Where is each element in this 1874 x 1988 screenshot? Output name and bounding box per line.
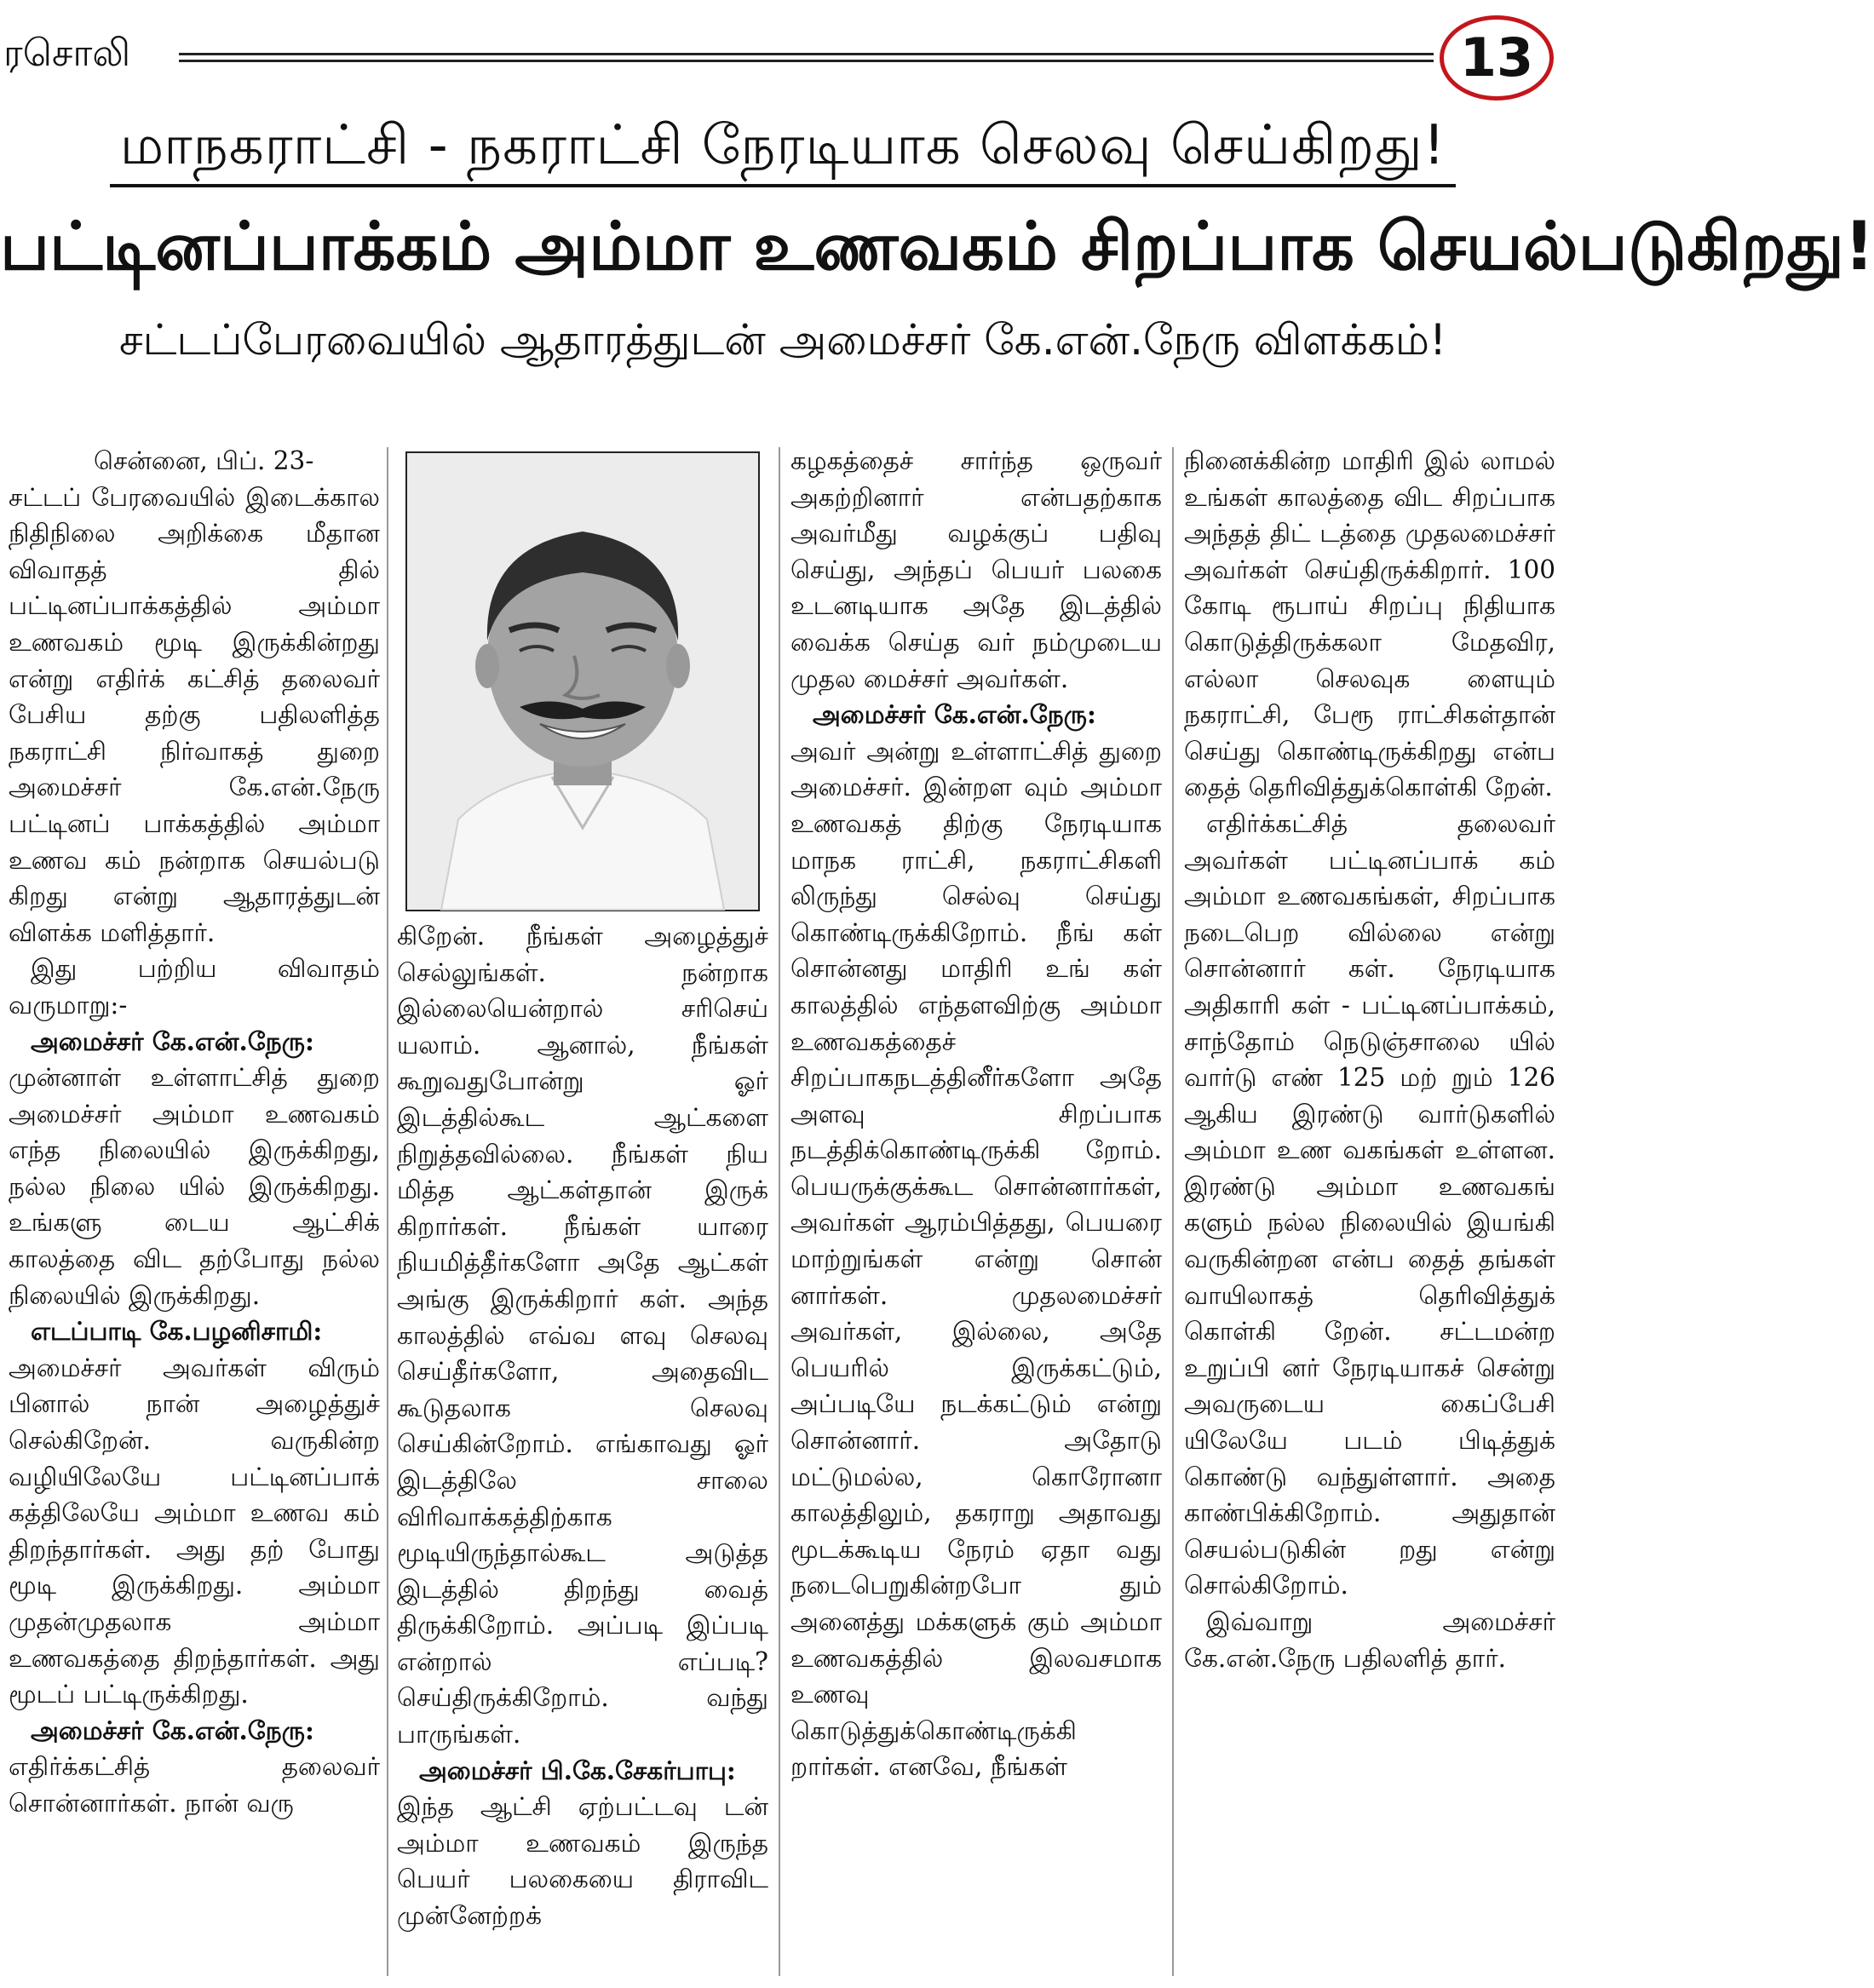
speaker-label: அமைச்சர் கே.என்.நேரு: [813, 699, 1096, 730]
dateline: சென்னை, பிப். 23- [94, 446, 314, 475]
masthead-rule [179, 53, 1434, 55]
column-divider [779, 447, 780, 1976]
speaker-label: அமைச்சர் பி.கே.சேகர்பாபு: [419, 1755, 736, 1785]
publication-name: ரசொலி [3, 32, 131, 75]
paragraph: இது பற்றிய விவாதம் வருமாறு:- [9, 954, 380, 1020]
minister-photo [405, 451, 760, 911]
paragraph: எதிர்க்கட்சித் தலைவர் அவர்கள் பட்டினப்பாக் கம் அம்மா உணவகங்கள், சிறப்பாக நடைபெற வில்லை என்று சொன்னார் கள். நேரடியாக அதிகாரி கள் - பட்டினப்பாக்கம், சாந்தோம் நெடுஞ்சாலை யில் வார்டு எண் 125 மற் றும் 126 ஆகிய இரண்டு வார்டுகளில் அம்மா உண வகங்கள் உள்ளன. இரண்டு அம்மா உணவகங் களும் நல்ல நிலையில் இயங்கி வருகின்றன என்ப தைத் தங்கள் வாயிலாகத் தெரிவித்துக் கொள்கி றேன். சட்டமன்ற உறுப்பி னர் நேரடியாகச் சென்று அவருடைய கைப்பேசி யிலேயே படம் பிடித்துக் கொண்டு வந்துள்ளார். அதை காண்பிக்கிறோம். அதுதான் செயல்படுகின் றது என்று சொல்கிறோம். [1184, 808, 1555, 1600]
article-column-4 [1184, 443, 1555, 1981]
speaker-label: அமைச்சர் கே.என்.நேரு: [31, 1715, 314, 1745]
column-divider [387, 447, 388, 1976]
column-divider [1172, 447, 1174, 1976]
speaker-label: எடப்பாடி கே.பழனிசாமி: [31, 1316, 323, 1347]
masthead [0, 9, 1566, 94]
portrait-illustration [407, 453, 758, 910]
paragraph: முன்னாள் உள்ளாட்சித் துறை அமைச்சர் அம்மா உணவகம் எந்த நிலையில் இருக்கிறது, நல்ல நிலை யில் இருக்கிறது. உங்களு டைய ஆட்சிக் காலத்தை விட தற்போது நல்ல நிலையில் இருக்கிறது. [9, 1063, 380, 1310]
page-number-badge: 13 [1440, 15, 1554, 101]
paragraph: எதிர்க்கட்சித் தலைவர் சொன்னார்கள். நான் வரு [9, 1752, 380, 1818]
paragraph: அமைச்சர் அவர்கள் விரும் பினால் நான் அழைத்துச் செல்கிறேன். வருகின்ற வழியிலேயே பட்டினப்பாக் கத்திலேயே அம்மா உணவ கம் திறந்தார்கள். அது தற் போது மூடி இருக்கிறது. அம்மா முதன்முதலாக அம்மா உணவகத்தை திறந்தார்கள். அது மூடப் பட்டிருக்கிறது. [9, 1353, 380, 1709]
speaker-label: அமைச்சர் கே.என்.நேரு: [31, 1026, 314, 1056]
paragraph: இந்த ஆட்சி ஏற்பட்டவு டன் அம்மா உணவகம் இருந்த பெயர் பலகையை திராவிட முன்னேற்றக் [397, 1792, 768, 1931]
paragraph: கழகத்தைச் சார்ந்த ஒருவர் அகற்றினார் என்பதற்காக அவர்மீது வழக்குப் பதிவு செய்து, அந்தப் பெயர் பலகை உடனடியாக அதே இடத்தில் வைக்க செய்த வர் நம்முடைய முதல மைச்சர் அவர்கள். [790, 446, 1162, 693]
headline-block [0, 111, 1874, 370]
sub-headline: சட்டப்பேரவையில் ஆதாரத்துடன் அமைச்சர் கே.என்.நேரு விளக்கம்! [118, 315, 1447, 365]
paragraph: இவ்வாறு அமைச்சர் கே.என்.நேரு பதிலளித் தார். [1184, 1607, 1555, 1673]
paragraph: கிறேன். நீங்கள் அழைத்துச் செல்லுங்கள். நன்றாக இல்லையென்றால் சரிசெய் யலாம். ஆனால், நீங்கள் கூறுவதுபோன்று ஓர் இடத்தில்கூட ஆட்களை நிறுத்தவில்லை. நீங்கள் நிய மித்த ஆட்கள்தான் இருக் கிறார்கள். நீங்கள் யாரை நியமித்தீர்களோ அதே ஆட்கள் அங்கு இருக்கிறார் கள். அந்த காலத்தில் எவ்வ ளவு செலவு செய்தீர்களோ, அதைவிட கூடுதலாக செலவு செய்கின்றோம். எங்காவது ஓர் இடத்திலே சாலை விரிவாக்கத்திற்காக மூடியிருந்தால்கூட அடுத்த இடத்தில் திறந்து வைத் திருக்கிறோம். அப்படி இப்படி என்றால் எப்படி? செய்திருக்கிறோம். வந்து பாருங்கள். [397, 922, 768, 1750]
article-column-1 [9, 443, 380, 1981]
kicker-headline: மாநகராட்சி - நகராட்சி நேரடியாக செலவு செய்கிறது! [110, 111, 1457, 187]
paragraph: சட்டப் பேரவையில் இடைக்கால நிதிநிலை அறிக்கை மீதான விவாதத் தில் பட்டினப்பாக்கத்தில் அம்மா உணவகம் மூடி இருக்கின்றது என்று எதிர்க் கட்சித் தலைவர் பேசிய தற்கு பதிலளித்த நகராட்சி நிர்வாகத் துறை அமைச்சர் கே.என்.நேரு பட்டினப் பாக்கத்தில் அம்மா உணவ கம் நன்றாக செயல்படு கிறது என்று ஆதாரத்துடன் விளக்க மளித்தார். [9, 482, 380, 947]
article-column-2 [397, 918, 768, 1981]
main-headline: பட்டினப்பாக்கம் அம்மா உணவகம் சிறப்பாக செயல்படுகிறது! [0, 209, 1874, 285]
article-column-3 [790, 443, 1162, 1981]
paragraph: நினைக்கின்ற மாதிரி இல் லாமல் உங்கள் காலத்தை விட சிறப்பாக அந்தத் திட் டத்தை முதலமைச்சர் அவர்கள் செய்திருக்கிறார். 100 கோடி ரூபாய் சிறப்பு நிதியாக கொடுத்திருக்கலா மேதவிர, எல்லா செலவுக ளையும் நகராட்சி, பேரூ ராட்சிகள்தான் செய்து கொண்டிருக்கிறது என்ப தைத் தெரிவித்துக்கொள்கி றேன். [1184, 446, 1555, 802]
paragraph: அவர் அன்று உள்ளாட்சித் துறை அமைச்சர். இன்றள வும் அம்மா உணவகத் திற்கு நேரடியாக மாநக ராட்சி, நகராட்சிகளி லிருந்து செல்வு செய்து கொண்டிருக்கிறோம். நீங் கள் சொன்னது மாதிரி உங் கள் காலத்தில் எந்தளவிற்கு அம்மா உணவகத்தைச் சிறப்பாகநடத்தினீர்களோ அதே அளவு சிறப்பாக நடத்திக்கொண்டிருக்கி றோம். பெயருக்குக்கூட சொன்னார்கள், அவர்கள் ஆரம்பித்தது, பெயரை மாற்றுங்கள் என்று சொன் னார்கள். முதலமைச்சர் அவர்கள், இல்லை, அதே பெயரில் இருக்கட்டும், அப்படியே நடக்கட்டும் என்று சொன்னார். அதோடு மட்டுமல்ல, கொரோனா காலத்திலும், தகராறு அதாவது மூடக்கூடிய நேரம் ஏதா வது நடைபெறுகின்றபோ தும் அனைத்து மக்களுக் கும் அம்மா உணவகத்தில் இலவசமாக உணவு கொடுத்துக்கொண்டிருக்கி றார்கள். எனவே, நீங்கள் [790, 736, 1162, 1782]
masthead-rule-2 [179, 60, 1434, 62]
